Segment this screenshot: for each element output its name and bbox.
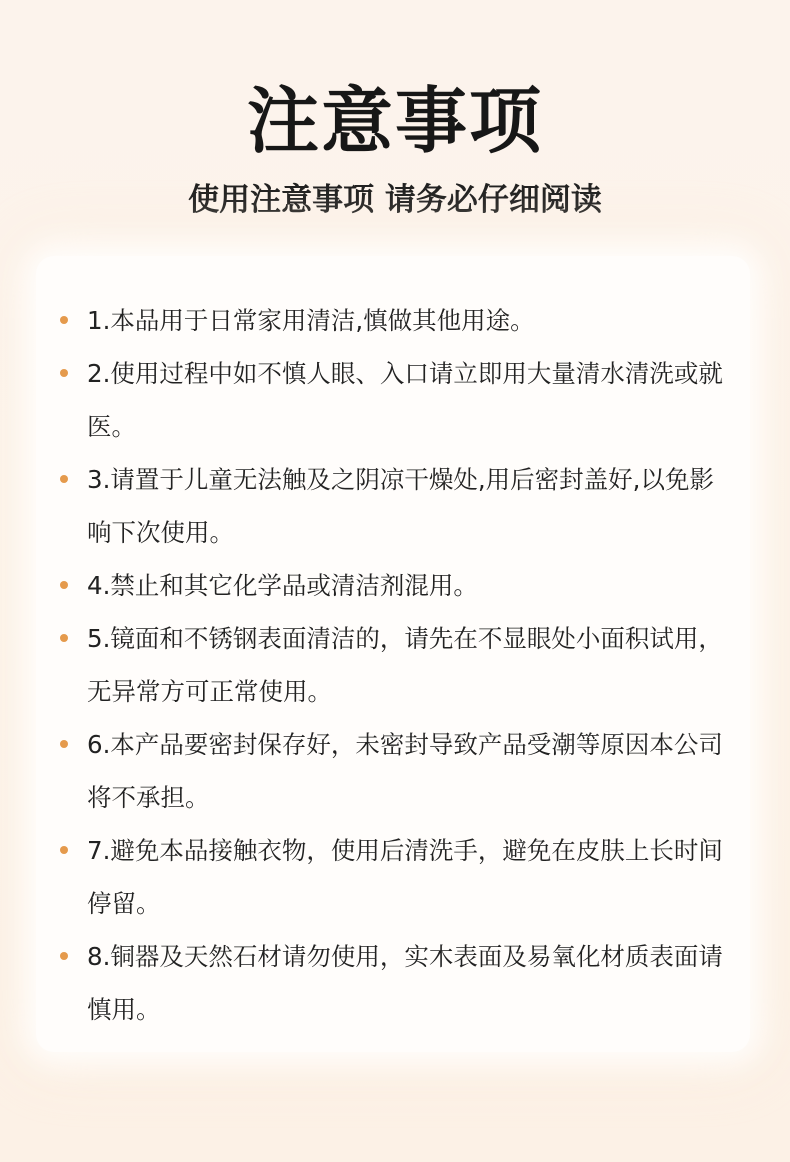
bullet-dot-icon [60, 369, 68, 377]
bullet-dot-icon [60, 581, 68, 589]
note-text: 4.禁止和其它化学品或清洁剂混用。 [87, 571, 478, 600]
page-title: 注意事项 [246, 79, 543, 163]
bullet-dot-icon [60, 740, 68, 748]
note-item [50, 930, 730, 1036]
note-item [50, 559, 730, 612]
note-text: 3.请置于儿童无法触及之阴凉干燥处,用后密封盖好,以免影响下次使用。 [87, 465, 714, 547]
note-text: 8.铜器及天然石材请勿使用，实木表面及易氧化材质表面请慎用。 [87, 942, 723, 1024]
note-text: 5.镜面和不锈钢表面清洁的，请先在不显眼处小面积试用，无异常方可正常使用。 [87, 624, 723, 706]
bullet-dot-icon [60, 634, 68, 642]
note-text: 6.本产品要密封保存好，未密封导致产品受潮等原因本公司将不承担。 [87, 730, 723, 812]
bullet-dot-icon [60, 846, 68, 854]
note-text: 2.使用过程中如不慎人眼、入口请立即用大量清水清洗或就医。 [87, 359, 723, 441]
note-item [50, 347, 730, 453]
note-item [50, 612, 730, 718]
note-item [50, 824, 730, 930]
note-text: 7.避免本品接触衣物，使用后清洗手，避免在皮肤上长时间停留。 [87, 836, 723, 918]
note-item [50, 294, 730, 347]
notes-list [50, 294, 730, 1036]
note-text: 1.本品用于日常家用清洁,慎做其他用途。 [87, 306, 535, 335]
page-subtitle: 使用注意事项 请务必仔细阅读 [188, 182, 602, 218]
bullet-dot-icon [60, 952, 68, 960]
bullet-dot-icon [60, 475, 68, 483]
bullet-dot-icon [60, 316, 68, 324]
note-item [50, 718, 730, 824]
note-item [50, 453, 730, 559]
